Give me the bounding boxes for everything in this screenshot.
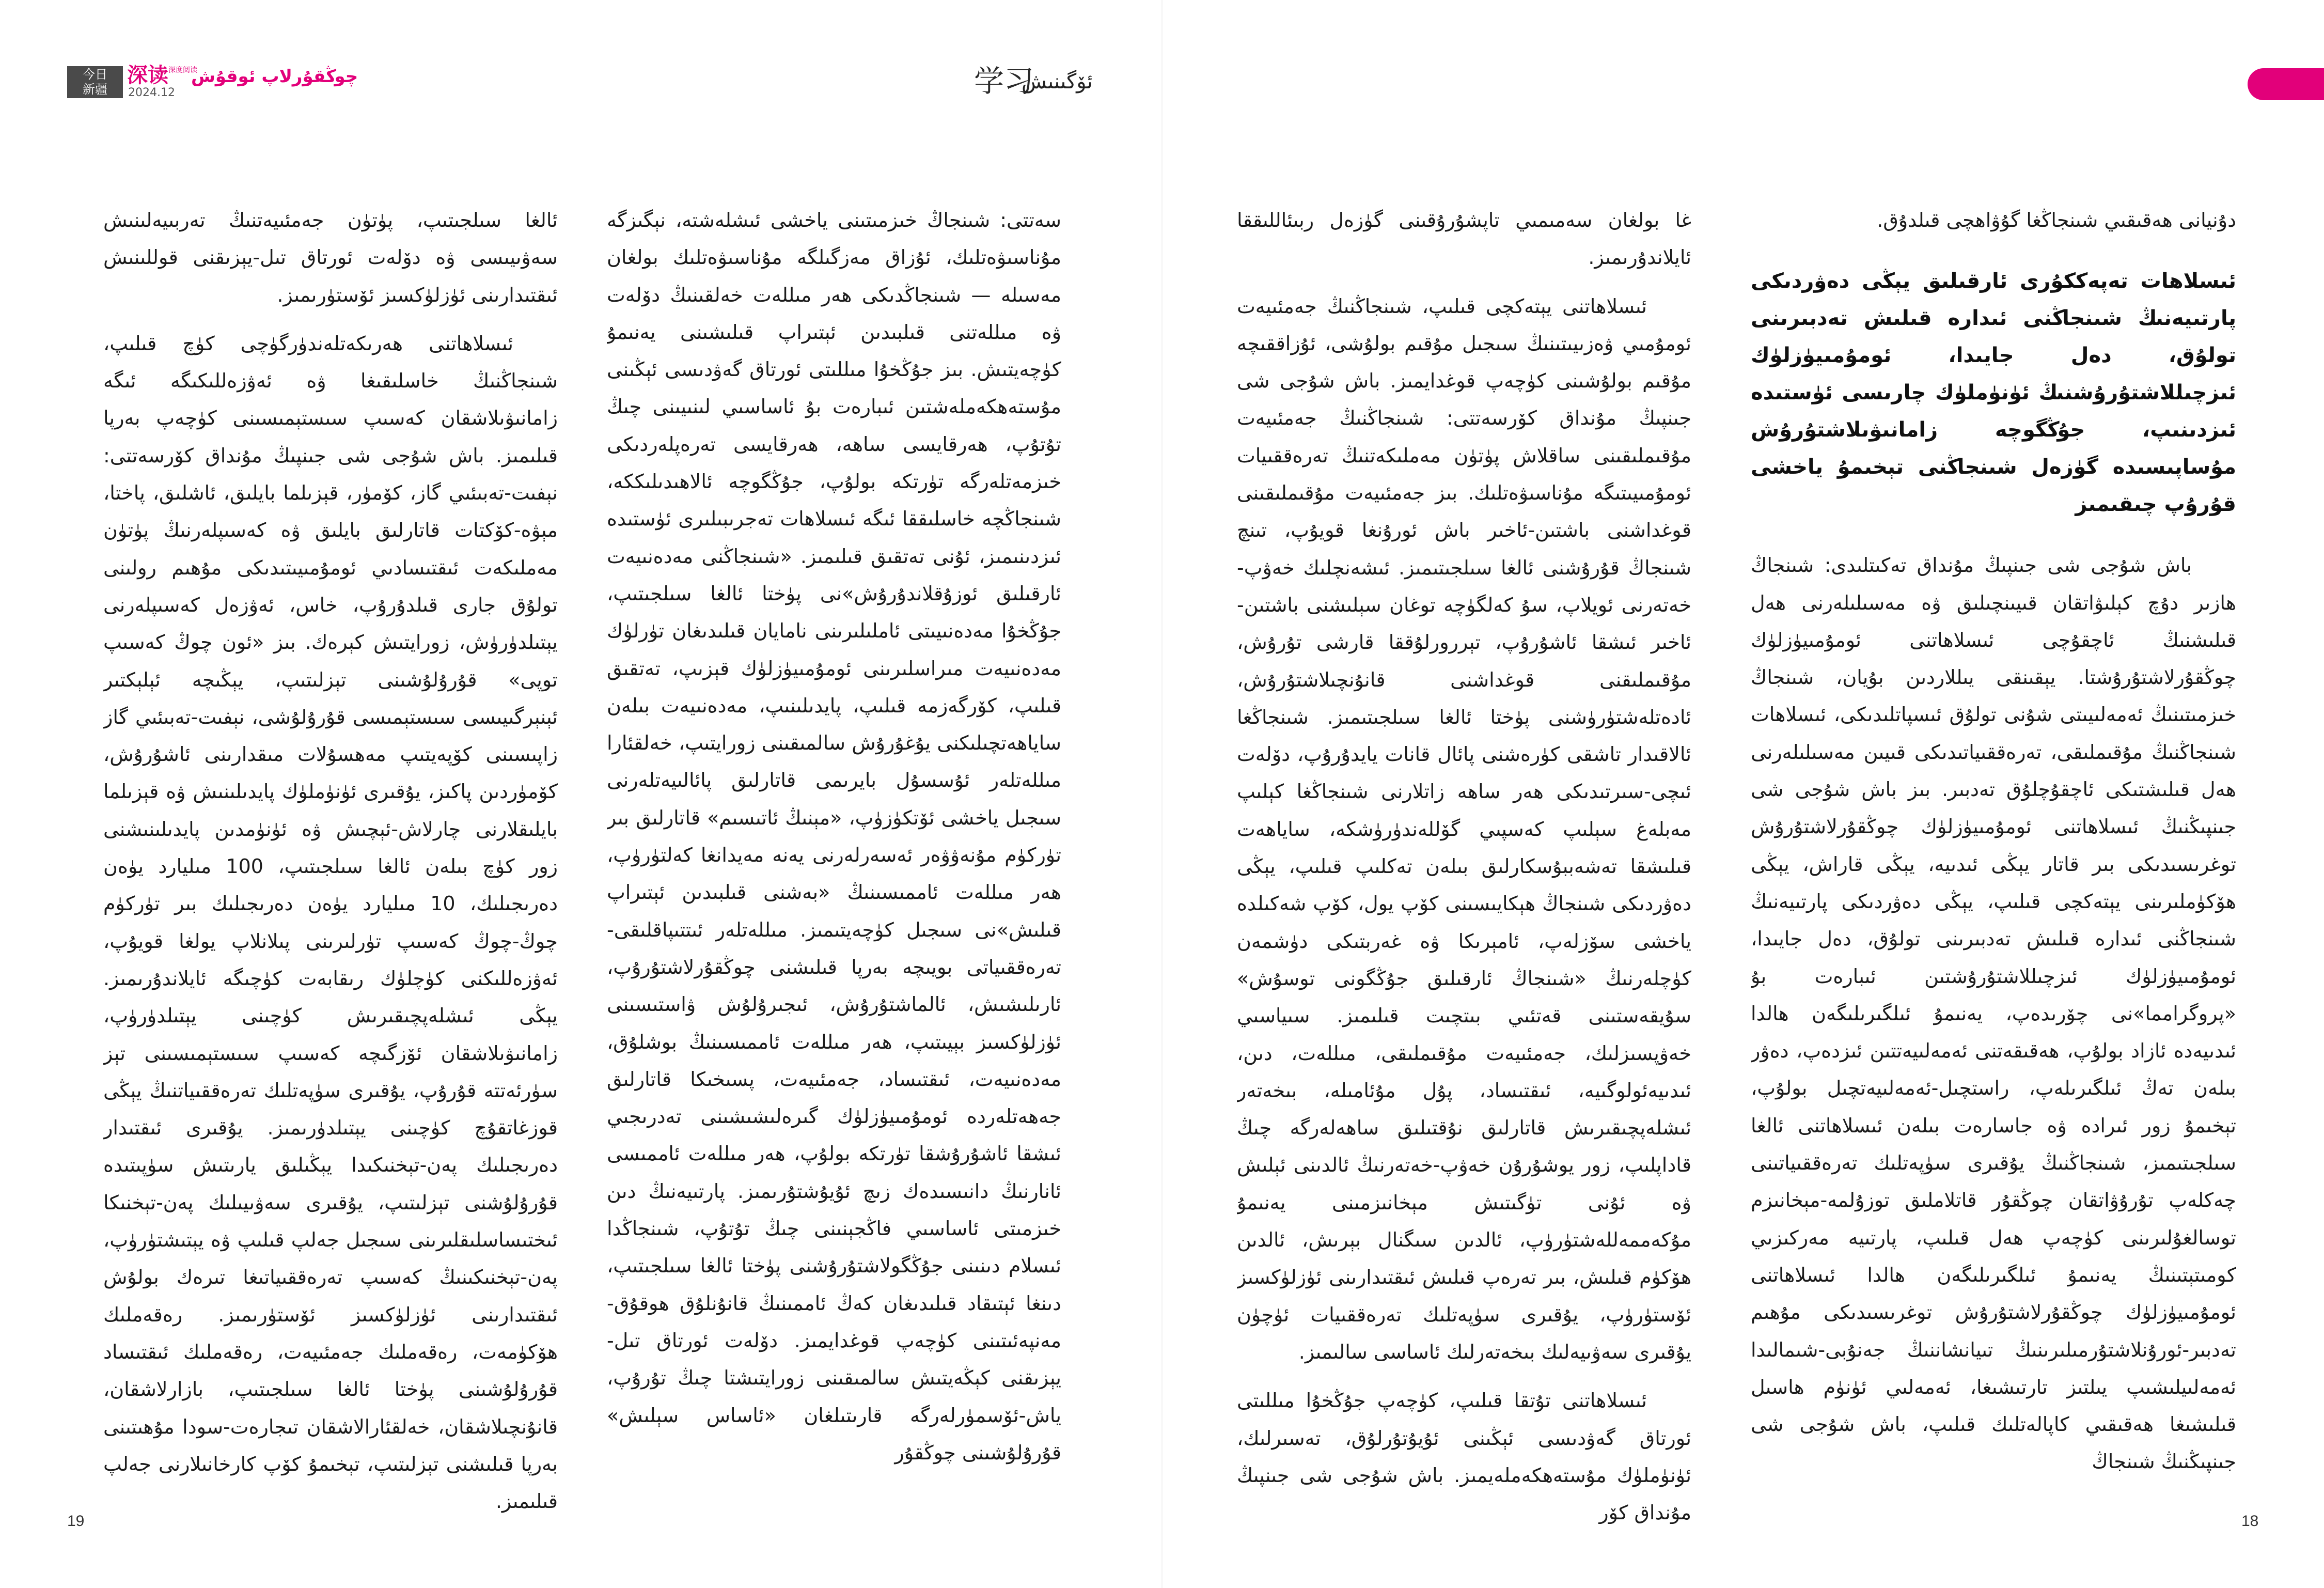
section-title-cjk: 深读 — [127, 64, 168, 87]
paragraph: ئىسلاھاتنى ھەرىكەتلەندۈرگۈچى كۈچ قىلىپ، شىنجاڭنىڭ خاسلىقىغا ۋە ئەۋزەللىكىگە ئىگە زامانىۋىلاشقان كەسىپ سىستېمىسىنى كۈچەپ بەرپا قىلىمىز. باش شۇجى شى جىنپىڭ مۇنداق كۆرسەتتى: نېفىت-تەبىئىي گاز، كۆمۈر، قېزىلما بايلىق، ئاشلىق، پاختا، مېۋە-كۆكتات قاتارلىق بايلىق ۋە كەسىپلەرنىڭ پۈتۈن مەملىكەت ئىقتىسادىي ئومۇمىيىتىدىكى مۇھىم رولىنى تولۇق جارى قىلدۇرۇپ، خاس، ئەۋزەل كەسىپلەرنى يېتىلدۈرۈش، زورايتىش كېرەك. بىز «ئون چوڭ كەسىپ توپى» قۇرۇلۇشىنى تېزلىتىپ، يېڭىچە ئېلېكتىر ئېنېرگىيىسى سىستېمىسى قۇرۇلۇشى، نېفىت-تەبىئىي گاز زاپىسىنى كۆپەيتىپ مەھسۇلات مىقدارىنى ئاشۇرۇش، كۆمۈردىن پاكىز، يۇقىرى ئۈنۈملۈك پايدىلىنىش ۋە قېزىلما بايلىقلارنى چارلاش-ئېچىش ۋە ئۈنۈمدىن پايدىلىنىشنى زور كۈچ بىلەن ئالغا سىلجىتىپ، 100 مىليارد يۈەن دەرىجىلىك، 10 مىليارد يۈەن دەرىجىلىك بىر تۈركۈم چوڭ-چوڭ كەسىپ تۈرلىرىنى پىلانلاپ يولغا قويۇپ، ئەۋزەللىكنى كۈچلۈك رىقابەت كۈچىگە ئايلاندۇرىمىز. يېڭى ئىشلەپچىقىرىش كۈچىنى يېتىلدۈرۈپ، زامانىۋىلاشقان ئۆزگىچە كەسىپ سىستېمىسىنى تېز سۈرئەتتە قۇرۇپ، يۇقىرى سۈپەتلىك تەرەققىياتنىڭ يېڭى قوزغاتقۇچ كۈچىنى يېتىلدۈرىمىز. يۇقىرى ئىقتىدار دەرىجىلىك پەن-تېخنىكىدا يېڭىلىق يارىتىش سۈپىتىدە قۇرۇلۇشنى تېزلىتىپ، يۇقىرى سەۋىيىلىك پەن-تېخنىكا ئىختىساسلىقلىرىنى سىجىل جەلپ قىلىپ ۋە يېتىشتۈرۈپ، پەن-تېخنىكىنىڭ كەسىپ تەرەققىياتىغا تىرەك بولۇش ئىقتىدارىنى ئۈزلۈكسىز ئۆستۈرىمىز. رەقەملىك ھۆكۈمەت، رەقەملىك جەمئىيەت، رەقەملىك ئىقتىساد قۇرۇلۇشىنى پۈختا ئالغا سىلجىتىپ، بازارلاشقان، قانۇنچىلاشقان، خەلقئارالاشقان تىجارەت-سودا مۇھىتىنى بەرپا قىلىشنى تېزلىتىپ، تېخىمۇ كۆپ كارخانىلارنى جەلپ قىلىمىز. — [103, 332, 558, 1513]
paragraph: غا بولغان سەمىمىي تاپشۇرۇقىنى گۈزەل ربىئاللىققا ئايلاندۇرىمىز. — [1237, 209, 1691, 269]
magazine-logo-line2: 新疆 — [83, 82, 107, 97]
paragraph: دۇنيانى ھەقىقىي شىنجاڭغا گۇۋاھچى قىلدۇق. — [1877, 209, 2236, 231]
page-number: 18 — [2241, 1513, 2259, 1530]
text-column-2 — [607, 201, 1061, 1524]
magazine-logo-line1: 今日 — [83, 67, 107, 82]
section-title-cjk: 学习 — [974, 64, 1034, 99]
text-column-4 — [1751, 201, 2236, 1524]
paragraph: ئىسلاھاتنى تۇتقا قىلىپ، كۈچەپ جۇڭخۇا مىللىتى ئورتاق گەۋدىسى ئېڭىنى ئۇيۇتۇرلۇق، تەسىرلىك، ئۈنۈملۈك مۇستەھكەملەيمىز. باش شۇجى شى جىنپىڭ مۇنداق كۆر — [1237, 1389, 1691, 1524]
paragraph: سەتتى: شىنجاڭ خىزمىتىنى ياخشى ئىشلەشتە، نېگىزگە مۇناسىۋەتلىك، ئۇزاق مەزگىلگە مۇناسىۋەتلىك بولغان مەسىلە — شىنجاڭدىكى ھەر مىللەت خەلقىنىڭ دۆلەت ۋە مىللەتنى قىلبىدىن ئېتىراپ قىلىشىنى يەنىمۇ كۈچەيتىش. بىز جۇڭخۇا مىللىتى ئورتاق گەۋدىسى ئېڭىنى مۇستەھكەملەشتىن ئىبارەت بۇ ئاساسىي لىنىيىنى چىڭ تۇتۇپ، ھەرقايسى ساھە، ھەرقايسى تەرەپلەردىكى خىزمەتلەرگە تۈرتكە بولۇپ، جۇڭگوچە ئالاھىدىلىككە، شىنجاڭچە خاسلىققا ئىگە ئىسلاھات تەجرىبىلىرى ئۈستىدە ئىزدىنىمىز، ئۇنى تەتقىق قىلىمىز. «شىنجاڭنى مەدەنىيەت ئارقىلىق ئوزۇقلاندۇرۇش»نى پۈختا ئالغا سىلجىتىپ، جۇڭخۇا مەدەنىيىتى ئاملىلىرىنى نامايان قىلىدىغان تۈرلۈك مەدەنىيەت مىراسلىرىنى ئومۇمىيۈزلۈك قېزىپ، تەتقىق قىلىپ، كۆرگەزمە قىلىپ، پايدىلىنىپ، مەدەنىيەت بىلەن ساياھەتچىلىكنى يۇغۇرۇش سالمىقىنى زورايتىپ، خەلقئارا مىللەتلەر ئۇسسۇل بايرىمى قاتارلىق پائالىيەتلەرنى سىجىل ياخشى ئۆتكۈزۈپ، «مېنىڭ ئاتىسىم» قاتارلىق بىر تۈركۈم مۇنەۋۋەر ئەسەرلەرنى يەنە مەيدانغا كەلتۈرۈپ، ھەر مىللەت ئاممىسىنىڭ «بەشنى قىلبىدىن ئېتىراپ قىلىش»نى سىجىل كۈچەيتىمىز. مىللەتلەر ئىتتىپاقلىقى-تەرەققىياتى بويىچە بەرپا قىلىشنى چوڭقۇرلاشتۇرۇپ، ئارىلىشىش، ئالماشتۇرۇش، ئىجىرۇلۇش ۋاستىسىنى ئۈزلۈكسىز بېيىتىپ، ھەر مىللەت ئاممىسىنىڭ بوشلۇق، مەدەنىيەت، ئىقتىساد، جەمئىيەت، پسىخىكا قاتارلىق جەھەتلەردە ئومۇمىيۈزلۈك گىرەلىشىشىنى تەدرىجىي ئىشقا ئاشۇرۇشقا تۈرتكە بولۇپ، ھەر مىللەت ئاممىسى ئانارنىڭ دانىسىدەك زىچ ئۇيۇشتۇرىمىز. پارتىيەنىڭ دىن خىزمىتى ئاساسىي فاڭجېنىنى چىڭ تۇتۇپ، شىنجاڭدا ئىسلام دىنىنى جۇڭگولاشتۇرۇشنى پۈختا ئالغا سىلجىتىپ، دىنغا ئېتىقاد قىلىدىغان كەڭ ئاممىنىڭ قانۇنلۇق ھوقۇق-مەنپەئىتىنى كۈچەپ قوغدايمىز. دۆلەت ئورتاق تىل-يېزىقنى كېڭەيتىش سالمىقىنى زورايتىشتا چىڭ تۇرۇپ، ياش-ئۆسمۈرلەرگە قارىتىلغان «ئاساس سېلىش» قۇرۇلۇشىنى چوڭقۇر — [607, 209, 1061, 1464]
paragraph: ئالغا سىلجىتىپ، پۈتۈن جەمئىيەتنىڭ تەربىيەلىنىش سەۋىيىسى ۋە دۆلەت ئورتاق تىل-يېزىقنى قوللىنىش ئىقتىدارىنى ئۈزلۈكسىز ئۆستۈرىمىز. — [103, 209, 558, 306]
section-subtitle-cjk: 深度阅读 — [168, 66, 197, 74]
issue-date: 2024.12 — [128, 86, 175, 99]
magazine-logo — [67, 66, 123, 98]
column-name: چوڭقۇرلاپ ئوقۇش — [191, 66, 358, 87]
text-column-3 — [1237, 201, 1691, 1524]
section-heading: ئىسلاھات تەپەككۇرى ئارقىلىق يېڭى دەۋردىكى پارتىيەنىڭ شىنجاڭنى ئىدارە قىلىش تەدبىرىنى تولۇق، دەل جايىدا، ئومۇمىيۈزلۈك ئىزچىللاشتۇرۇشنىڭ ئۈنۈملۈك چارىسى ئۈستىدە ئىزدىنىپ، جۇڭگوچە زامانىۋىلاشتۇرۇش مۇساپىسىدە گۈزەل شىنجاڭنى تېخىمۇ ياخشى قۇرۇپ چىقىمىز — [1751, 269, 2236, 517]
column-name: ئۆگىنىش — [1022, 70, 1093, 94]
paragraph: باش شۇجى شى جىنپىڭ مۇنداق تەكىتلىدى: شىنجاڭ ھازىر دۇچ كېلىۋاتقان قىيىنچىلىق ۋە مەسىلىلەرنى ھەل قىلىشنىڭ ئاچقۇچى ئىسلاھاتنى ئومۇمىيۈزلۈك چوڭقۇرلاشتۇرۇشتا. يېقىنقى يىللاردىن بۇيان، شىنجاڭ خىزمىتىنىڭ ئەمەلىيىتى شۇنى تولۇق ئىسپاتلىدىكى، ئىسلاھات شىنجاڭنىڭ مۇقىملىقى، تەرەققىياتىدىكى قىيىن مەسىلىلەرنى ھەل قىلىشتىكى ئاچقۇچلۇق تەدبىر. بىز باش شۇجى شى جىنپىڭنىڭ ئىسلاھاتنى ئومۇمىيۈزلۈك چوڭقۇرلاشتۇرۇش توغرىسىدىكى بىر قاتار يېڭى ئىدىيە، يېڭى قاراش، يېڭى ھۆكۈملىرىنى يېتەكچى قىلىپ، يېڭى دەۋردىكى پارتىيەنىڭ شىنجاڭنى ئىدارە قىلىش تەدبىرىنى تولۇق، دەل جايىدا، ئومۇمىيۈزلۈك ئىزچىللاشتۇرۇشتىن ئىبارەت بۇ «پروگرامما»نى چۆرىدەپ، يەنىمۇ ئىلگىرىلىگەن ھالدا ئىدىيەدە ئازاد بولۇپ، ھەقىقەتنى ئەمەلىيەتتىن ئىزدەپ، دەۋر بىلەن تەڭ ئىلگىرىلەپ، راستچىل-ئەمەلىيەتچىل بولۇپ، تېخىمۇ زور ئىرادە ۋە جاسارەت بىلەن ئىسلاھاتنى ئالغا سىلجىتىمىز، شىنجاڭنىڭ يۇقىرى سۈپەتلىك تەرەققىياتىنى چەكلەپ تۇرۇۋاتقان چوڭقۇر قاتلاملىق توزۇلمە-مېخانىزم توسالغۇلىرىنى كۈچەپ ھەل قىلىپ، پارتىيە مەركىزىي كومىتېتىنىڭ يەنىمۇ ئىلگىرىلىگەن ھالدا ئىسلاھاتنى ئومۇمىيۈزلۈك چوڭقۇرلاشتۇرۇش توغرىسىدىكى مۇھىم تەدبىر-ئورۇنلاشتۇرمىلىرىنىڭ تىيانشاننىڭ جەنۇبى-شىمالىدا ئەمەلىيلىشىپ يىلتىز تارتىشىغا، ئەمەلىي ئۈنۈم ھاسىل قىلىشىغا ھەقىقىي كاپالەتلىك قىلىپ، باش شۇجى شى جىنپىڭنىڭ شىنجاڭ — [1751, 554, 2236, 1473]
paragraph: ئىسلاھاتنى يېتەكچى قىلىپ، شىنجاڭنىڭ جەمئىيەت ئومۇمىي ۋەزىيىتىنىڭ سىجىل مۇقىم بولۇشى، ئۇزاققىچە مۇقىم بولۇشىنى كۈچەپ قوغدايمىز. باش شۇجى شى جىنپىڭ مۇنداق كۆرسەتتى: شىنجاڭنىڭ جەمئىيەت مۇقىملىقىنى ساقلاش پۈتۈن مەملىكەتنىڭ تەرەققىيات ئومۇمىيىتىگە مۇناسىۋەتلىك. بىز جەمئىيەت مۇقىملىقىنى قوغداشنى باشتىن-ئاخىر باش ئورۇنغا قويۇپ، تىنچ شىنجاڭ قۇرۇشنى ئالغا سىلجىتىمىز. ئىشەنچلىك خەۋپ-خەتەرنى ئويلاپ، سۇ كەلگۈچە توغان سېلىشنى باشتىن-ئاخىر ئىشقا ئاشۇرۇپ، تېررورلۇققا قارشى تۇرۇش، مۇقىملىقنى قوغداشنى قانۇنچىلاشتۇرۇش، ئادەتلەشتۈرۈشنى پۈختا ئالغا سىلجىتىمىز. شىنجاڭغا ئالاقىدار تاشقى كۈرەشنى پائال قانات يايدۇرۇپ، دۆلەت ئىچى-سىرتىدىكى ھەر ساھە زاتلارنى شىنجاڭغا كېلىپ مەبلەغ سېلىپ كەسپىي گۆللەندۈرۈشكە، ساياھەت قىلىشقا تەشەببۇسكارلىق بىلەن تەكلىپ قىلىپ، يېڭى دەۋردىكى شىنجاڭ ھېكايىسىنى كۆپ يول، كۆپ شەكىلدە ياخشى سۆزلەپ، ئامېرىكا ۋە غەربتىكى دۈشمەن كۈچلەرنىڭ «شىنجاڭ ئارقىلىق جۇڭگونى توسۇش» سۇيقەستىنى قەتئىي بىتچىت قىلىمىز. سىياسىي خەۋپسىزلىك، جەمئىيەت مۇقىملىقى، مىللەت، دىن، ئىدىيەئولوگىيە، ئىقتىساد، پۇل مۇئامىلە، بىخەتەر ئىشلەپچىقىرىش قاتارلىق نۇقتىلىق ساھەلەرگە چىڭ قاداپلىپ، زور يوشۇرۇن خەۋپ-خەتەرنىڭ ئالدىنى ئېلىش ۋە ئۇنى تۈگىتىش مېخانىزمىنى يەنىمۇ مۇكەممەللەشتۈرۈپ، ئالدىن سىگنال بېرىش، ئالدىن ھۆكۈم قىلىش، بىر تەرەپ قىلىش ئىقتىدارىنى ئۈزلۈكسىز ئۆستۈرۈپ، يۇقىرى سۈپەتلىك تەرەققىيات ئۈچۈن يۇقىرى سەۋىيەلىك بىخەتەرلىك ئاساسى سالىمىز. — [1237, 294, 1691, 1363]
text-column-1 — [103, 201, 558, 1524]
page-number: 19 — [67, 1513, 85, 1530]
accent-tab — [2248, 68, 2324, 100]
